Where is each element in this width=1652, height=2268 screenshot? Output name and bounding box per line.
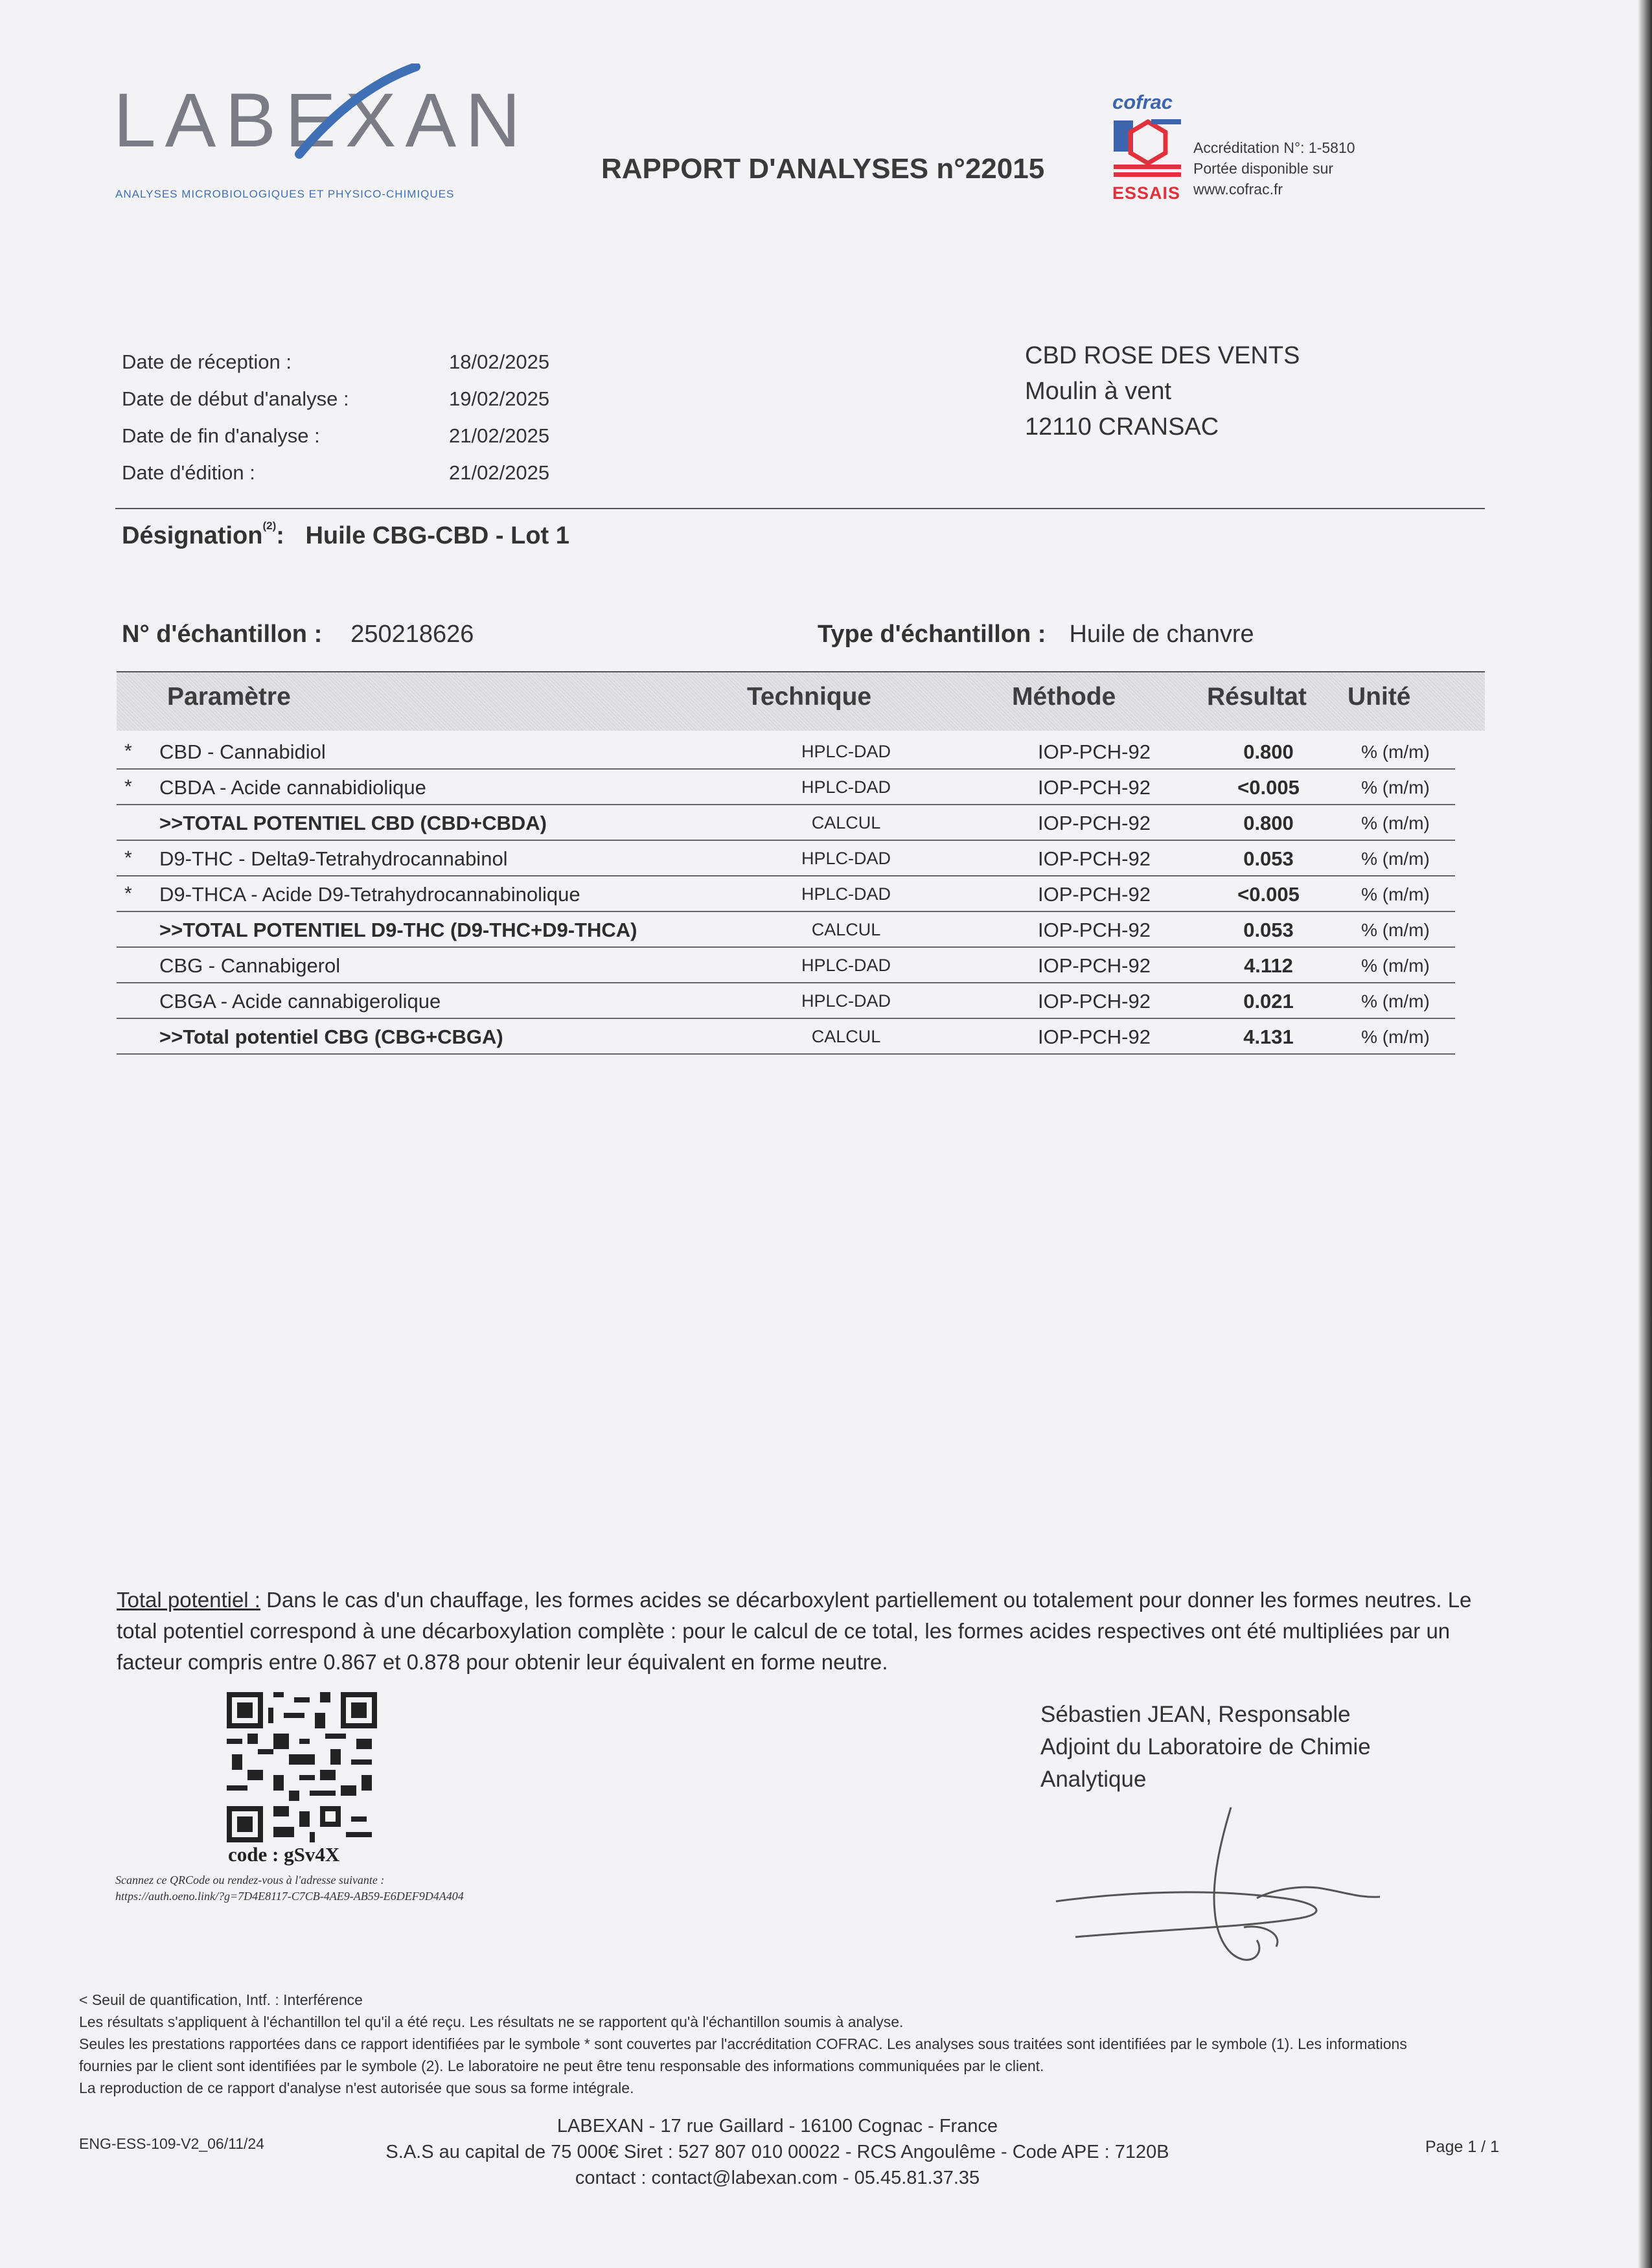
header-unit: Unité [1348,683,1411,711]
row-result: <0.005 [1237,776,1300,799]
qr-code-label: code : gSv4X [228,1843,340,1866]
date-value: 18/02/2025 [449,350,550,373]
designation-colon: : [276,522,284,549]
row-method: IOP-PCH-92 [1038,919,1151,941]
results-table-body [117,734,1455,1055]
table-row [117,983,1455,1019]
row-unit: % (m/m) [1361,991,1430,1011]
cofrac-website: www.cofrac.fr [1193,181,1283,198]
labexan-logo-swoosh [293,63,422,161]
row-param: CBGA - Acide cannabigerolique [159,990,441,1013]
row-unit: % (m/m) [1361,920,1430,940]
accreditation-star: * [124,740,132,762]
accreditation-scope: Portée disponible sur [1193,160,1334,177]
row-result: 0.053 [1243,919,1294,941]
sample-number-value: 250218626 [350,621,474,648]
row-technique: HPLC-DAD [801,849,891,868]
table-row [117,841,1455,876]
accreditation-number: Accréditation N°: 1-5810 [1193,139,1355,156]
designation-label: Désignation [122,522,263,549]
client-name: CBD ROSE DES VENTS [1025,342,1300,369]
footer-address: LABEXAN - 17 rue Gaillard - 16100 Cognac - France [556,2116,998,2136]
date-label: Date de début d'analyse : [122,387,349,410]
date-row [122,380,549,417]
client-city: 12110 CRANSAC [1025,413,1219,441]
row-method: IOP-PCH-92 [1038,847,1151,870]
accreditation-star: * [124,847,132,869]
table-row [117,876,1455,912]
row-param: CBDA - Acide cannabidiolique [159,776,426,799]
date-row [122,343,549,380]
row-result: 4.131 [1243,1025,1294,1048]
sample-number-label: N° d'échantillon : [122,621,323,648]
row-result: 0.800 [1243,812,1294,834]
row-unit: % (m/m) [1361,777,1430,797]
table-row [117,770,1455,805]
company-footer [324,2113,1231,2191]
footer-contact: contact : contact@labexan.com - 05.45.81.37.35 [575,2168,980,2188]
table-row [117,734,1455,770]
footer-legal: S.A.S au capital de 75 000€ Siret : 527 807 010 00022 - RCS Angoulême - Code APE : 7120B [385,2142,1169,2162]
date-value: 21/02/2025 [449,424,550,447]
signatory-line1: Sébastien JEAN, Responsable [1040,1702,1351,1727]
row-unit: % (m/m) [1361,1027,1430,1047]
sample-number [122,621,474,648]
qr-note [115,1872,464,1905]
qr-note-line1: Scannez ce QRCode ou rendez-vous à l'adresse suivante : [115,1873,385,1886]
accreditation-star: * [124,776,132,797]
row-technique: HPLC-DAD [801,884,891,904]
date-label: Date d'édition : [122,461,255,484]
designation-value: Huile CBG-CBD - Lot 1 [305,522,569,549]
client-address [1025,338,1300,445]
total-potential-text: Dans le cas d'un chauffage, les formes acides se décarboxylent partiellement ou totalement pour donner les formes neutres. Le total potentiel correspond à une décarboxylation complète : pour le calcul de ce total, les formes acides respectives ont été multipliées par un facteur compris entre 0.867 et 0.878 pour obtenir leur équivalent en forme neutre. [117,1588,1472,1674]
signatory-line3: Analytique [1040,1767,1147,1792]
cofrac-accreditation [1193,137,1355,200]
separator-line [115,508,1485,509]
row-method: IOP-PCH-92 [1038,776,1151,799]
labexan-logo-text: LABEXAN [113,78,530,163]
row-param: >>TOTAL POTENTIEL CBD (CBD+CBDA) [159,812,547,834]
scan-edge-shadow [1638,0,1652,2268]
document-code: ENG-ESS-109-V2_06/11/24 [79,2135,264,2152]
designation [122,522,569,550]
date-row [122,417,549,454]
signatory-line2: Adjoint du Laboratoire de Chimie [1040,1734,1371,1759]
footnotes [79,1989,1569,2099]
row-technique: HPLC-DAD [801,742,891,761]
row-param: >>TOTAL POTENTIEL D9-THC (D9-THC+D9-THCA) [159,919,637,941]
row-unit: % (m/m) [1361,956,1430,976]
total-potential-note [117,1585,1490,1678]
footnote-line: La reproduction de ce rapport d'analyse n'est autorisée que sous sa forme intégrale. [79,2079,634,2096]
row-param: CBD - Cannabidiol [159,740,326,763]
sample-type [818,621,1254,648]
cofrac-essais: ESSAIS [1112,183,1181,203]
row-result: 0.800 [1243,740,1294,763]
row-technique: HPLC-DAD [801,777,891,797]
report-title: RAPPORT D'ANALYSES n°22015 [601,153,1045,185]
row-technique: HPLC-DAD [801,991,891,1011]
date-row [122,454,549,491]
table-row [117,912,1455,948]
designation-superscript: (2) [262,520,277,533]
sample-type-value: Huile de chanvre [1069,621,1254,648]
row-method: IOP-PCH-92 [1038,740,1151,763]
footnote-line: Seules les prestations rapportées dans ce rapport identifiées par le symbole * sont couvertes par l'accréditation COFRAC. Les analyses sous traitées sont identifiées par le symbole (1). Les informations [79,2035,1407,2052]
header-result: Résultat [1207,683,1307,711]
page-number: Page 1 / 1 [1425,2138,1499,2156]
signatory [1040,1699,1371,1796]
table-row [117,948,1455,983]
row-unit: % (m/m) [1361,742,1430,762]
results-table-header [117,671,1485,731]
table-row [117,805,1455,841]
row-technique: CALCUL [811,1027,881,1046]
row-result: 4.112 [1244,954,1293,977]
row-unit: % (m/m) [1361,849,1430,869]
date-value: 19/02/2025 [449,387,550,410]
date-value: 21/02/2025 [449,461,550,484]
dates-block [122,343,549,491]
footnote-line: fournies par le client sont identifiées par le symbole (2). Le laboratoire ne peut être tenu responsable des informations communiquées par le client. [79,2057,1044,2074]
row-param: D9-THCA - Acide D9-Tetrahydrocannabinolique [159,883,580,906]
sample-type-label: Type d'échantillon : [818,621,1046,648]
row-result: 0.021 [1243,990,1294,1013]
cofrac-logo-icon [1112,117,1184,185]
header-technique: Technique [747,683,872,711]
total-potential-label: Total potentiel : [117,1588,260,1612]
accreditation-star: * [124,883,132,904]
cofrac-brand: cofrac [1112,91,1173,113]
table-row [117,1019,1455,1055]
header-param: Paramètre [167,683,291,711]
row-unit: % (m/m) [1361,813,1430,833]
handwritten-signature [1050,1801,1386,1969]
row-method: IOP-PCH-92 [1038,883,1151,906]
row-technique: CALCUL [811,920,881,939]
row-result: 0.053 [1243,847,1294,870]
qr-note-url: https://auth.oeno.link/?g=7D4E8117-C7CB-4AE9-AB59-E6DEF9D4A404 [115,1890,464,1903]
row-param: >>Total potentiel CBG (CBG+CBGA) [159,1025,503,1048]
row-method: IOP-PCH-92 [1038,1025,1151,1048]
row-param: D9-THC - Delta9-Tetrahydrocannabinol [159,847,508,870]
labexan-logo-subtitle: ANALYSES MICROBIOLOGIQUES ET PHYSICO-CHIMIQUES [115,188,455,200]
row-technique: CALCUL [811,813,881,832]
date-label: Date de fin d'analyse : [122,424,320,447]
client-line2: Moulin à vent [1025,378,1172,405]
row-param: CBG - Cannabigerol [159,954,341,977]
qr-code-icon [227,1692,377,1842]
row-method: IOP-PCH-92 [1038,990,1151,1013]
row-method: IOP-PCH-92 [1038,812,1151,834]
date-label: Date de réception : [122,350,292,373]
row-method: IOP-PCH-92 [1038,954,1151,977]
header-method: Méthode [1012,683,1116,711]
row-unit: % (m/m) [1361,884,1430,904]
footnote-line: Les résultats s'appliquent à l'échantillon tel qu'il a été reçu. Les résultats ne se rapportent qu'à l'échantillon soumis à analyse. [79,2013,904,2030]
row-result: <0.005 [1237,883,1300,906]
row-technique: HPLC-DAD [801,956,891,975]
footnote-line: < Seuil de quantification, Intf. : Interférence [79,1991,363,2008]
